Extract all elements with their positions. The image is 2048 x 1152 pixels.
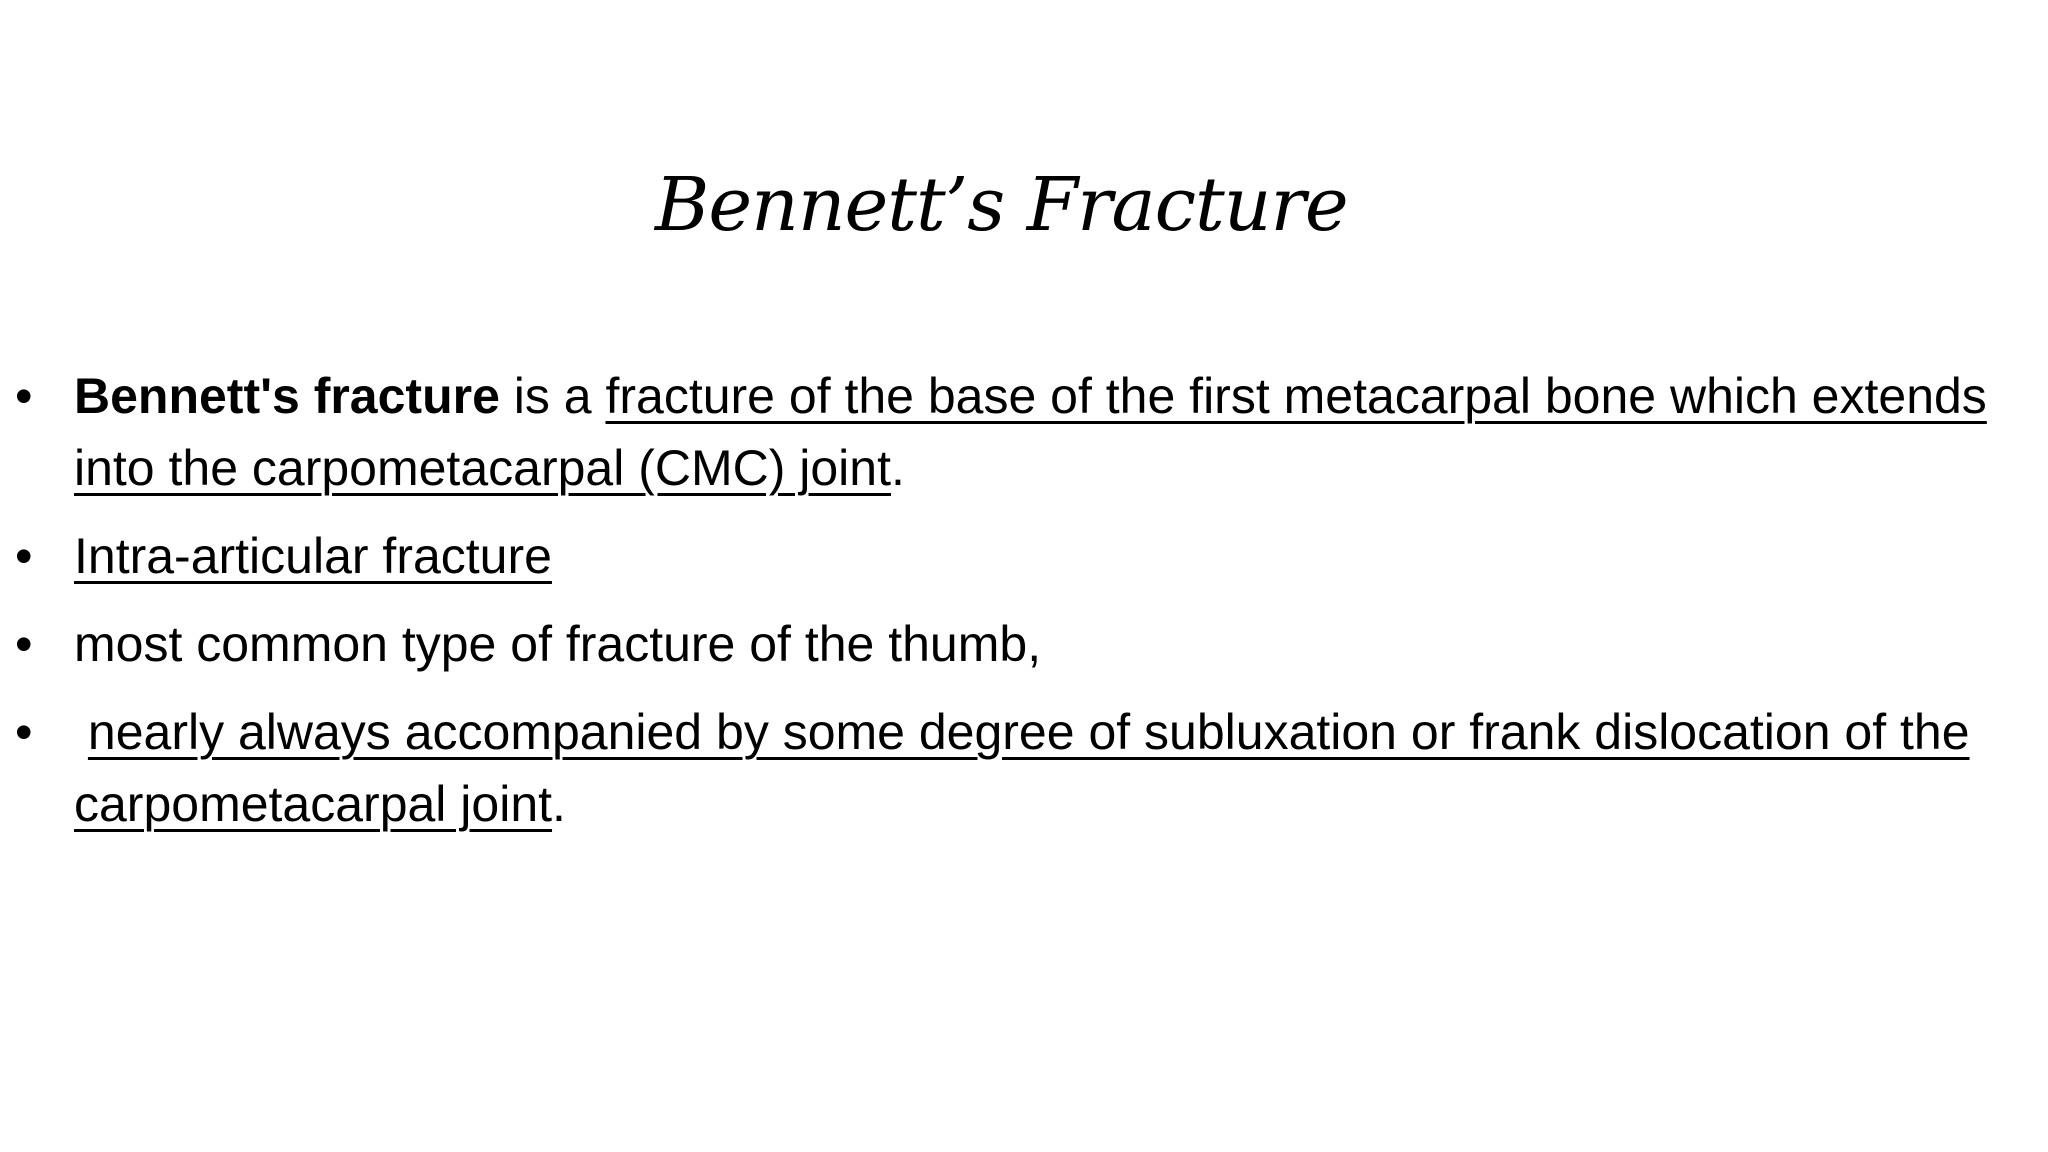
bullet-dot-icon: • (15, 616, 33, 672)
underlined-text: Intra-articular fracture (74, 528, 552, 584)
bullet-punctuation: . (891, 440, 905, 496)
slide-title: Bennett’s Fracture (655, 162, 1348, 248)
underlined-text: nearly always accompanied by some degree of subluxation or frank dislocation of the carpometacarpal joint (74, 704, 1970, 832)
bullet-item-intra-articular (0, 520, 2040, 592)
bullet-dot-icon: • (15, 704, 33, 760)
bullet-item-subluxation (0, 696, 2040, 840)
bullet-text: is a (499, 368, 606, 424)
bullet-list (0, 360, 2040, 856)
underlined-definition: fracture of the base of the first metacarpal bone which extends into the carpometacarpal (CMC) joint (74, 368, 1987, 496)
bullet-leading-space (74, 704, 88, 760)
bullet-dot-icon: • (15, 368, 33, 424)
bullet-dot-icon: • (15, 528, 33, 584)
bullet-punctuation: . (552, 776, 566, 832)
bullet-item-definition (0, 360, 2040, 504)
bold-term: Bennett's fracture (74, 368, 500, 424)
bullet-text: most common type of fracture of the thumb, (74, 616, 1042, 672)
bullet-item-most-common (0, 608, 2040, 680)
